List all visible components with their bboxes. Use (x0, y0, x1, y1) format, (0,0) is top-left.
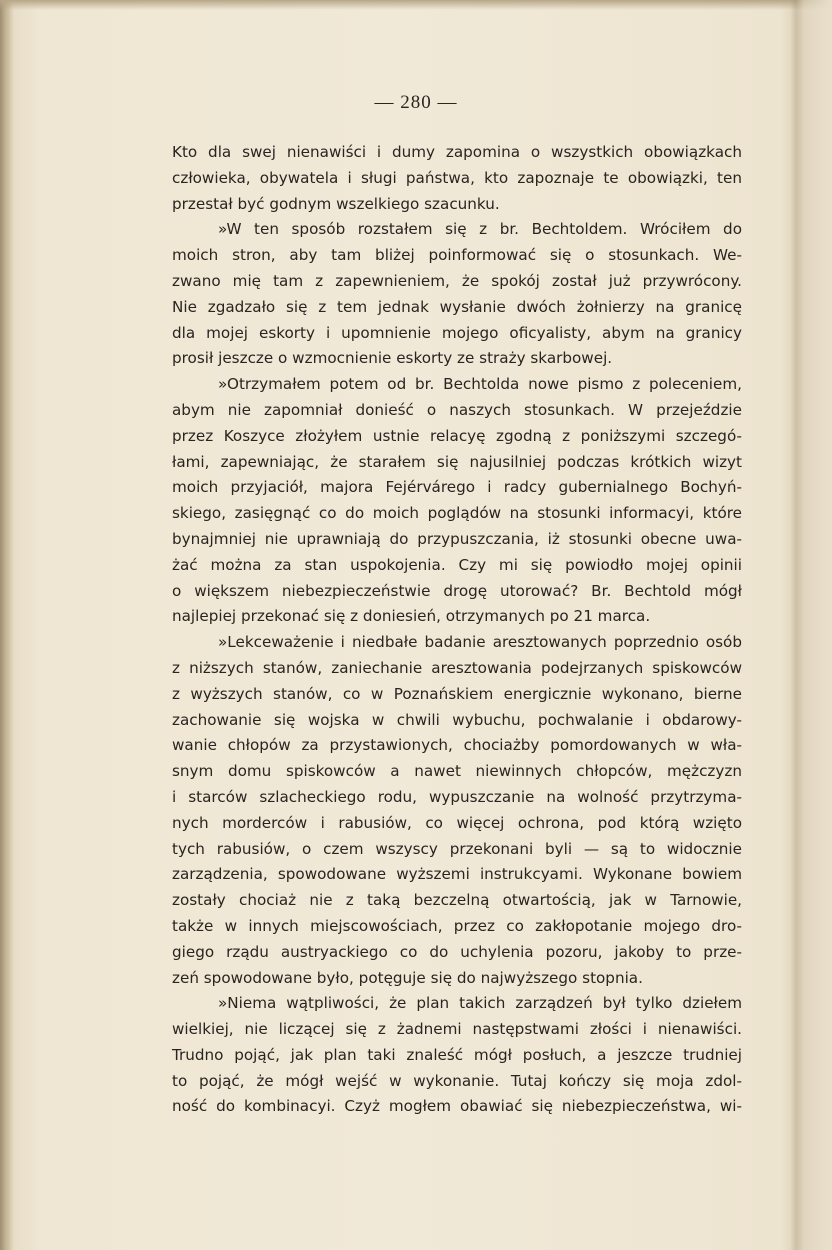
text-line: moich stron, aby tam bliżej poinformować się o stosunkach. We- (172, 246, 742, 265)
text-line: przestał być godnym wszelkiego szacunku. (172, 194, 500, 213)
text-line: giego rządu austryackiego co do uchylenia pozoru, jakoby to prze- (172, 942, 742, 961)
page-right-fold (790, 0, 832, 1250)
text-line: przez Koszyce złożyłem ustnie relacyę zgodną z poniższymi szczegó- (172, 426, 742, 445)
text-line: Nie zgadzało się z tem jednak wysłanie dwóch żołnierzy na granicę (172, 297, 742, 316)
text-line: łami, zapewniając, że starałem się najusilniej podczas krótkich wizyt (172, 452, 742, 471)
text-line: człowieka, obywatela i sługi państwa, kto zapoznaje te obowiązki, ten (172, 168, 742, 187)
text-line: dla mojej eskorty i upomnienie mojego oficyalisty, abym na granicy (172, 323, 742, 342)
text-line: i starców szlacheckiego rodu, wypuszczanie na wolność przytrzyma- (172, 787, 742, 806)
text-line: zachowanie się wojska w chwili wybuchu, pochwalanie i obdarowy- (172, 710, 742, 729)
paragraph (172, 630, 742, 991)
text-line: abym nie zapomniał donieść o naszych stosunkach. W przejeździe (172, 400, 742, 419)
text-line: z wyższych stanów, co w Poznańskiem energicznie wykonano, bierne (172, 684, 742, 703)
text-line: najlepiej przekonać się z doniesień, otrzymanych po 21 marca. (172, 607, 651, 626)
text-line: moich przyjaciół, majora Fejérvárego i radcy gubernialnego Bochyń- (172, 478, 742, 497)
text-line: prosił jeszcze o wzmocnienie eskorty ze straży skarbowej. (172, 349, 613, 368)
body-text (172, 140, 742, 1120)
text-line: wanie chłopów za przystawionych, chociażby pomordowanych w wła- (172, 736, 742, 755)
text-line: bynajmniej nie uprawniają do przypuszczania, iż stosunki obecne uwa- (172, 529, 742, 548)
text-line: wielkiej, nie liczącej się z żadnemi następstwami złości i nienawiści. (172, 1020, 742, 1039)
paragraph (172, 217, 742, 372)
text-line: »Niema wątpliwości, że plan takich zarządzeń był tylko dziełem (218, 994, 742, 1013)
text-line: snym domu spiskowców a nawet niewinnych chłopców, mężczyzn (172, 762, 742, 781)
text-line: »W ten sposób rozstałem się z br. Bechtoldem. Wróciłem do (218, 220, 742, 239)
text-line: zwano mię tam z zapewnieniem, że spokój został już przywrócony. (172, 271, 742, 290)
paragraph (172, 372, 742, 630)
text-line: żać można za stan uspokojenia. Czy mi się powiodło mojej opinii (172, 555, 742, 574)
paragraph (172, 991, 742, 1120)
text-line: Trudno pojąć, jak plan taki znaleść mógł posłuch, a jeszcze trudniej (172, 1045, 742, 1064)
text-line: zostały chociaż nie z taką bezczelną otwartością, jak w Tarnowie, (172, 891, 742, 910)
text-line: nych morderców i rabusiów, co więcej ochrona, pod którą wzięto (172, 813, 742, 832)
paragraph (172, 140, 742, 217)
text-line: »Otrzymałem potem od br. Bechtolda nowe pismo z poleceniem, (218, 375, 742, 394)
text-line: »Lekceważenie i niedbałe badanie aresztowanych poprzednio osób (218, 633, 742, 652)
text-line: Kto dla swej nienawiści i dumy zapomina o wszystkich obowiązkach (172, 143, 742, 161)
page-left-shadow (0, 0, 14, 1250)
text-line: skiego, zasięgnąć co do moich poglądów na stosunki informacyi, które (172, 504, 742, 523)
text-line: o większem niebezpieczeństwie drogę utorować? Br. Bechtold mógł (172, 581, 742, 600)
page-top-edge (0, 0, 832, 10)
text-line: zeń spowodowane było, potęguje się do najwyższego stopnia. (172, 968, 643, 987)
page-number: — 280 — (374, 92, 458, 113)
text-line: ność do kombinacyi. Czyż mogłem obawiać się niebezpieczeństwa, wi- (172, 1097, 742, 1116)
text-line: tych rabusiów, o czem wszyscy przekonani byli — są to widocznie (172, 839, 742, 858)
text-line: zarządzenia, spowodowane wyższemi instrukcyami. Wykonane bowiem (172, 865, 742, 884)
text-line: także w innych miejscowościach, przez co zakłopotanie mojego dro- (172, 916, 742, 935)
text-line: to pojąć, że mógł wejść w wykonanie. Tutaj kończy się moja zdol- (172, 1071, 742, 1090)
text-line: z niższych stanów, zaniechanie aresztowania podejrzanych spiskowców (172, 658, 742, 677)
